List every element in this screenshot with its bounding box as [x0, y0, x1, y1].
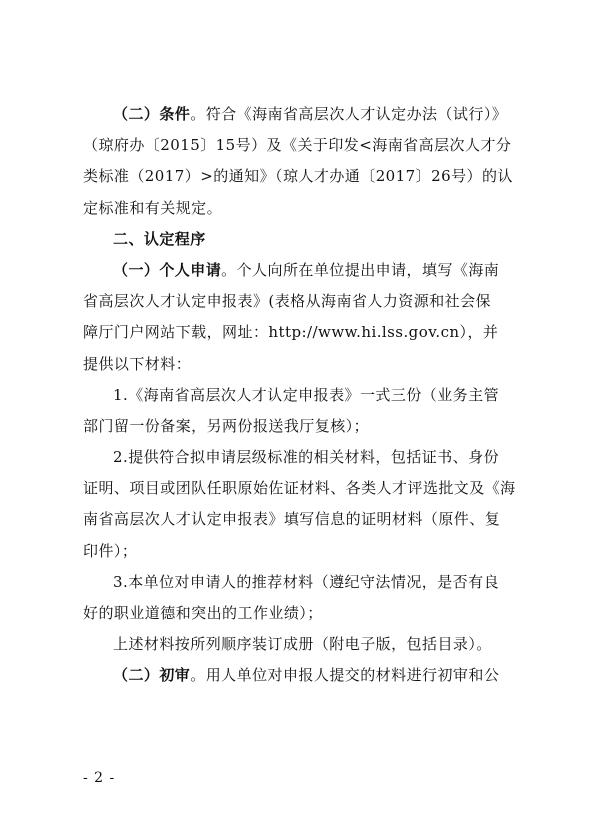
- bold-lead-text: （二）初审: [113, 666, 191, 685]
- text-line: [83, 130, 513, 161]
- text-line: [83, 536, 513, 567]
- text-line: [83, 161, 513, 192]
- text-line: [83, 473, 516, 504]
- text-run: 部门留一份备案，另两份报送我厅复核）；: [83, 416, 370, 435]
- body-text: [83, 99, 516, 692]
- text-run: 2.提供符合拟申请层级标准的相关材料，包括证书、身份: [113, 448, 500, 467]
- text-run: 南省高层次人才认定申报表》填写信息的证明材料（原件、复: [83, 510, 501, 529]
- text-line: [83, 504, 513, 535]
- text-run: 障厅门户网站下载，网址：http://www.hi.lss.gov.cn），并: [83, 323, 499, 342]
- text-run: 好的职业道德和突出的工作业绩）；: [83, 604, 323, 622]
- text-line: [83, 317, 513, 348]
- text-line: [83, 193, 513, 224]
- text-run: 印件）；: [83, 541, 138, 560]
- text-line: [83, 380, 513, 411]
- text-run: 证明、项目或团队任职原始佐证材料、各类人才评选批文及《海: [83, 479, 516, 498]
- text-run: 。符合《海南省高层次人才认定办法（试行）》: [190, 105, 508, 123]
- text-run: 定标准和有关规定。: [83, 198, 223, 217]
- text-line: [83, 660, 513, 691]
- text-run: （琼府办〔2015〕15号）及《关于印发<海南省高层次人才分: [83, 136, 512, 155]
- text-line: [83, 598, 513, 629]
- text-line: [83, 99, 513, 130]
- page-number: - 2 -: [83, 770, 116, 786]
- text-run: 上述材料按所列顺序装订成册（附电子版，包括目录）。: [113, 635, 492, 654]
- text-run: 二、认定程序: [113, 229, 206, 248]
- bold-lead-text: （二）条件: [113, 105, 191, 123]
- section-heading: [83, 224, 513, 255]
- text-run: 提供以下材料：: [83, 354, 192, 373]
- text-run: 类标准（2017）>的通知》（琼人才办通〔2017〕26号）的认: [83, 167, 513, 186]
- text-line: [83, 286, 513, 317]
- text-line: [83, 629, 513, 660]
- text-line: [83, 442, 513, 473]
- text-run: 。用人单位对申报人提交的材料进行初审和公: [190, 666, 500, 685]
- bold-lead-text: （一）个人申请: [113, 260, 222, 279]
- text-run: 1.《海南省高层次人才认定申报表》一式三份（业务主管: [113, 385, 500, 404]
- text-run: 省高层次人才认定申报表》(表格从海南省人力资源和社会保: [83, 292, 492, 311]
- text-run: 3.本单位对申请人的推荐材料（遵纪守法情况，是否有良: [113, 572, 500, 591]
- text-line: [83, 255, 513, 286]
- text-line: [83, 349, 513, 380]
- text-line: [83, 411, 513, 442]
- text-line: [83, 567, 513, 598]
- text-run: 。个人向所在单位提出申请，填写《海南: [221, 260, 500, 279]
